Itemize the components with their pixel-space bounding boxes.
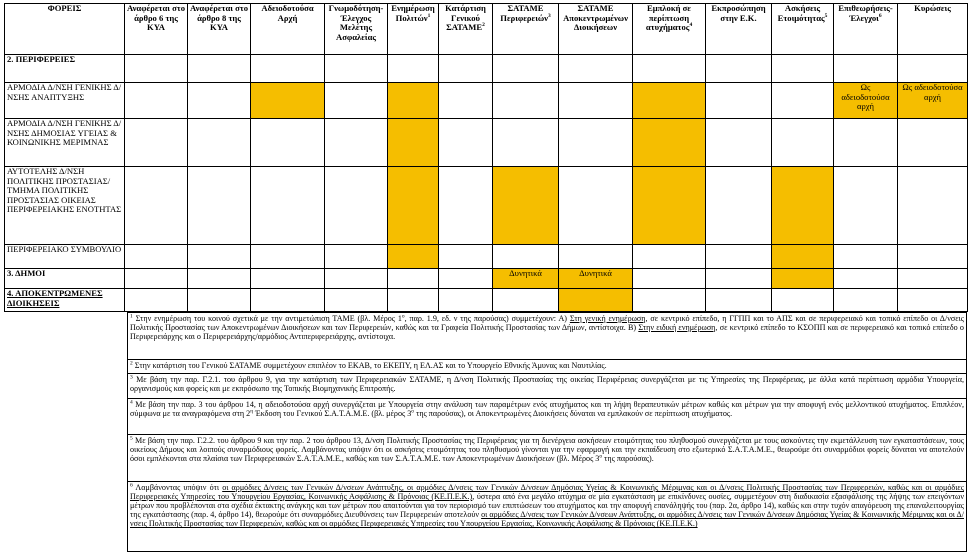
agency-row [5,167,968,245]
section-row [5,289,968,312]
row-label: ΠΕΡΙΦΕΡΕΙΑΚΟ ΣΥΜΒΟΥΛΙΟ [5,245,125,269]
column-header [772,4,834,55]
responsibility-cell [706,245,772,269]
responsibility-cell [251,269,325,289]
responsibility-cell [559,83,633,119]
responsibility-cell [188,245,251,269]
responsibility-matrix-page [4,3,967,552]
responsibility-cell [493,289,559,312]
responsibility-cell [834,55,898,83]
column-header-label: ΦΟΡΕΙΣ [47,3,82,13]
responsibility-cell [125,83,188,119]
responsibility-cell-marked [388,245,439,269]
column-header-label: Αναφέρεται στο άρθρο 8 της ΚΥΑ [190,3,249,33]
responsibility-cell [633,289,706,312]
column-header [439,4,493,55]
responsibility-cell [706,167,772,245]
responsibility-cell [251,119,325,167]
footnote-row [128,482,967,552]
footnote-text [128,435,967,482]
responsibility-cell [251,245,325,269]
responsibility-cell-marked [633,119,706,167]
column-header-label: Ασκήσεις Ετοιμότητας [777,3,825,23]
responsibility-cell [559,167,633,245]
column-header-label: Επιθεωρήσεις-Έλεγχοι [838,3,893,23]
responsibility-cell [325,167,388,245]
responsibility-cell [898,269,968,289]
responsibility-cell [493,245,559,269]
responsibility-cell [493,83,559,119]
footnote-ref: 2 [482,22,485,29]
footnote-ref: 4 [689,22,693,29]
responsibility-cell [559,119,633,167]
responsibility-cell-marked [772,269,834,289]
responsibility-cell [439,55,493,83]
agency-row [5,119,968,167]
row-label: 4. ΑΠΟΚΕΝΤΡΩΜΕΝΕΣ ΔΙΟΙΚΗΣΕΙΣ [5,289,125,312]
responsibility-cell [125,167,188,245]
responsibility-cell [834,245,898,269]
footnote-body: Λαμβάνοντας υπόψιν ότι οι αρμόδιες Δ/νσεις των Γενικών Δ/νσεων Ανάπτυξης, οι αρμόδιες Δ/νσεις των Γενικών Δ/νσεων Δημόσιας Υγείας & Κοινωνικής Μέριμνας και οι Δ/νσεις Πολιτικής Προστασίας των Περιφερειών, καθώς και οι αρμόδιες Περιφερειακές Υπηρεσίες του Υπουργείου Εργασίας, Κοινωνικής Ασφάλισης & Πρόνοιας (ΚΕ.Π.Ε.Κ.), ύστερα από ένα μεγάλο ατύχημα σε μία εγκατάσταση με επικίνδυνες ουσίες, συμμετέχουν στη διαδικασία εξασφάλισης της λήψης των επειγόντων μέτρων που προβλέπονται στα σχέδια έκτακτης ανάγκης και των μέτρων που απαιτούνται για τον περιορισμό των επιπτώσεων του ατυχήματος και την αποφυγή επανάληψής του (παρ. 2α, άρθρο 14), καθώς και στην τυχόν απαγόρευση της επαναλειτουργίας της εγκατάστασης (παρ. 4, άρθρο 14), θεωρούμε ότι συναρμόδιες Διευθύνσεις των Περιφερειών αποτελούν οι αρμόδιες Δ/νσεις των Γενικών Δ/νσεων Ανάπτυξης, οι αρμόδιες Δ/νσεις των Γενικών Δ/νσεων Δημόσιας Υγείας & Κοινωνικής Μέριμνας και οι Δ/νσεις Πολιτικής Προστασίας των Περιφερειών, καθώς και οι αρμόδιες Περιφερειακές Υπηρεσίες του Υπουργείου Εργασίας, Κοινωνικής Ασφάλισης & Πρόνοιας (ΚΕ.Π.Ε.Κ.) [130,483,964,529]
responsibility-cell-marked [772,245,834,269]
header-row [5,4,968,55]
footnote-ref: 1 [427,12,431,19]
responsibility-cell [706,269,772,289]
footnote-row [128,399,967,435]
footnote-row [128,360,967,374]
responsibility-cell-marked [633,167,706,245]
footnote-row [128,435,967,482]
column-header-label: Αδειοδοτούσα Αρχή [261,3,314,23]
responsibility-cell [325,55,388,83]
responsibility-cell [493,119,559,167]
column-header-label: ΣΑΤΑΜΕ Περιφερειών [500,3,548,23]
row-label: ΑΡΜΟΔΙΑ Δ/ΝΣΗ ΓΕΝΙΚΗΣ Δ/ΝΣΗΣ ΔΗΜΟΣΙΑΣ ΥΓΕΙΑΣ & ΚΟΙΝΩΝΙΚΗΣ ΜΕΡΙΜΝΑΣ [5,119,125,167]
responsibility-cell [439,269,493,289]
section-row [5,55,968,83]
responsibility-cell [325,83,388,119]
footnote-text [128,399,967,435]
responsibility-cell [325,245,388,269]
footnote-text [128,313,967,360]
footnote-number: 5 [130,435,133,442]
column-header-label: ΣΑΤΑΜΕ Αποκεντρωμένων Διοικήσεων [563,3,628,33]
responsibility-cell [188,167,251,245]
responsibility-cell [251,289,325,312]
responsibility-cell [388,269,439,289]
column-header-label: Εμπλοκή σε περίπτωση ατυχήματος [645,3,691,33]
column-header [559,4,633,55]
responsibility-cell [388,289,439,312]
responsibility-cell [633,269,706,289]
responsibility-cell [559,55,633,83]
footnote-ref: 3 [547,12,551,19]
responsibility-cell [325,289,388,312]
footnote-number: 6 [130,482,133,489]
footnote-text [128,482,967,552]
responsibility-cell [439,167,493,245]
responsibility-cell-marked [772,167,834,245]
row-label: 2. ΠΕΡΙΦΕΡΕΙΕΣ [5,55,125,83]
column-header-label: Ενημέρωση Πολιτών [391,3,435,23]
responsibility-cell [388,55,439,83]
responsibility-cell [251,55,325,83]
footnote-text [128,374,967,399]
responsibility-cell [325,119,388,167]
column-header [706,4,772,55]
column-header-label: Γνωμοδότηση-Έλεγχος Μελέτης Ασφαλείας [328,3,384,42]
column-header [633,4,706,55]
row-label: ΑΥΤΟΤΕΛΗΣ Δ/ΝΣΗ ΠΟΛΙΤΙΚΗΣ ΠΡΟΣΤΑΣΙΑΣ/ΤΜΗΜΑ ΠΟΛΙΤΙΚΗΣ ΠΡΟΣΤΑΣΙΑΣ ΟΙΚΕΙΑΣ ΠΕΡΙΦΕΡΕΙΑΚΗΣ ΕΝΟΤΗΤΑΣ [5,167,125,245]
responsibility-cell [125,245,188,269]
responsibility-cell [188,119,251,167]
column-header [5,4,125,55]
responsibility-cell-marked [559,269,633,289]
responsibility-cell [898,167,968,245]
responsibility-cell [633,245,706,269]
responsibility-cell [834,269,898,289]
cell-note: Ως αδειοδοτούσα αρχή [841,82,890,112]
responsibility-cell [125,55,188,83]
footnote-number: 1 [130,313,133,320]
responsibility-cell [125,119,188,167]
responsibility-cell-marked [388,119,439,167]
responsibility-cell [898,289,968,312]
responsibility-matrix-table [4,3,968,312]
footnote-body: Στην κατάρτιση του Γενικού ΣΑΤΑΜΕ συμμετέχουν επιπλέον το ΕΚΑΒ, το ΕΚΕΠΥ, η ΕΛ.ΑΣ και το Υπουργείο Εθνικής Άμυνας και Ναυτιλίας. [132,361,607,370]
responsibility-cell [439,83,493,119]
column-header [325,4,388,55]
responsibility-cell [439,119,493,167]
responsibility-cell [439,289,493,312]
responsibility-cell [706,83,772,119]
column-header-label: Κατάρτιση Γενικού ΣΑΤΑΜΕ [445,3,486,33]
responsibility-cell [439,245,493,269]
footnote-number: 4 [130,399,133,406]
responsibility-cell [188,55,251,83]
responsibility-cell [772,55,834,83]
responsibility-cell-marked [493,269,559,289]
column-header [493,4,559,55]
footnote-row [128,313,967,360]
footnote-text [128,360,967,374]
responsibility-cell [251,167,325,245]
responsibility-cell [772,289,834,312]
responsibility-cell [834,167,898,245]
column-header [251,4,325,55]
footnotes-table [127,312,967,552]
responsibility-cell-marked [898,83,968,119]
responsibility-cell [493,55,559,83]
column-header [898,4,968,55]
responsibility-cell [188,83,251,119]
column-header-label: Κυρώσεις [914,3,951,13]
responsibility-cell [772,119,834,167]
footnote-body: Με βάση την παρ. 3 του άρθρου 14, η αδειοδοτούσα αρχή συνεργάζεται με Υπουργεία στην ανάλυση των παραμέτρων ενός ατυχήματος και τη λήψη θεραπευτικών μέτρων καθώς και μέτρων για την αποφυγή ενός μελλοντικού ατυχήματος. Επιπλέον, σύμφωνα με τα αναγραφόμενα στη $2^\eta$ Έκδοση του Γενικού Σ.Α.Τ.Α.Μ.Ε. (βλ. μέρος $3^o$ της παρούσας), οι Αποκεντρωμένες Διοικήσεις δύναται να εμπλακούν σε περίπτωση ατυχήματος. [130,400,964,419]
agency-row [5,83,968,119]
column-header-label: Εκπροσώπηση στην Ε.Κ. [711,3,766,23]
responsibility-cell [188,289,251,312]
responsibility-cell [125,269,188,289]
column-header-label: Αναφέρεται στο άρθρο 6 της ΚΥΑ [127,3,186,33]
responsibility-cell [188,269,251,289]
responsibility-cell [834,119,898,167]
footnote-number: 2 [130,360,133,367]
responsibility-cell [125,289,188,312]
responsibility-cell [898,55,968,83]
responsibility-cell [325,269,388,289]
footnote-row [128,374,967,399]
footnote-body: Στην ενημέρωση του κοινού σχετικά με την αντιμετώπιση ΤΑΜΕ (βλ. Μέρος $1^o$, παρ. 1.9, εδ. ν της παρούσας) συμμετέχουν: Α) Στη γενική ενημέρωση, σε κεντρικό επίπεδο, η ΓΓΠΠ και το ΑΠΣ και σε περιφερειακό και τοπικό επίπεδο οι Δ/νσεις Πολιτικής Προστασίας των Αποκεντρωμένων Διοικήσεων και των Περιφερειών, καθώς και τα Γραφεία Πολιτικής Προστασίας των Δήμων, αντίστοιχα. Β) Στην ειδική ενημέρωση, σε κεντρικό επίπεδο το ΚΣΟΠΠ και σε περιφερειακό και τοπικό επίπεδο ο Περιφερειάρχης και ο Περιφερειάρχης/αρμόδιος Αντιπεριφερειάρχης, αντίστοιχα. [130,313,964,342]
column-header [188,4,251,55]
cell-note: Δυνητικά [509,268,542,278]
footnote-body: Με βάση την παρ. Γ.2.1. του άρθρου 9, για την κατάρτιση των Περιφερειακών ΣΑΤΑΜΕ, η Δ/νση Πολιτικής Προστασίας της οικείας Περιφέρειας συνεργάζεται με τις Υπηρεσίες της Περιφέρειας, με άλλα κατά περίπτωση αρμόδια Υπουργεία, οργανισμούς και φορείς και με εκπρόσωπο της Τοπικής Βιομηχανικής Επιτροπής. [130,375,964,394]
agency-row [5,245,968,269]
responsibility-cell [706,55,772,83]
footnote-ref: 5 [824,12,828,19]
column-header [125,4,188,55]
responsibility-cell [559,245,633,269]
responsibility-cell-marked [633,83,706,119]
responsibility-cell-marked [493,167,559,245]
responsibility-cell-marked [251,83,325,119]
column-header [388,4,439,55]
responsibility-cell-marked [834,83,898,119]
footnote-ref: 6 [878,12,882,19]
cell-note: Δυνητικά [579,268,612,278]
responsibility-cell [706,119,772,167]
responsibility-cell-marked [388,83,439,119]
footnote-body: Με βάση την παρ. Γ.2.2. του άρθρου 9 και την παρ. 2 του άρθρου 13, Δ/νση Πολιτικής Προστασίας της Περιφέρειας για τη διενέργεια ασκήσεων ετοιμότητας του πληθυσμού συνεργάζεται με τους ασκούντες την εκμετάλλευση των εγκαταστάσεων, τους οικείους Δήμους και λοιπούς συναρμόδιους φορείς. Λαμβάνοντας υπόψιν ότι οι ασκήσεις ετοιμότητας του πληθυσμού γίνονται για την εφαρμογή και την εκπαίδευση στο εξωτερικό Σ.Α.Τ.Α.Μ.Ε., θεωρούμε ότι συναρμόδιοι φορείς δύναται να αποτελούν όσοι εμπλέκονται στα πλαίσια των Περιφερειακών Σ.Α.Τ.Α.Μ.Ε., καθώς και των Σ.Α.Τ.Α.Μ.Ε. των Αποκεντρωμένων Διοικήσεων (βλ. Μέρος $3^o$ της παρούσας). [130,436,964,464]
responsibility-cell [834,289,898,312]
responsibility-cell-marked [559,289,633,312]
column-header [834,4,898,55]
responsibility-cell [772,83,834,119]
cell-note: Ως αδειοδοτούσα αρχή [902,82,963,102]
responsibility-cell-marked [388,167,439,245]
row-label: 3. ΔΗΜΟΙ [5,269,125,289]
responsibility-cell [898,119,968,167]
responsibility-cell [706,289,772,312]
row-label: ΑΡΜΟΔΙΑ Δ/ΝΣΗ ΓΕΝΙΚΗΣ Δ/ΝΣΗΣ ΑΝΑΠΤΥΞΗΣ [5,83,125,119]
section-row [5,269,968,289]
responsibility-cell [633,55,706,83]
responsibility-cell [898,245,968,269]
footnote-number: 3 [130,374,133,381]
